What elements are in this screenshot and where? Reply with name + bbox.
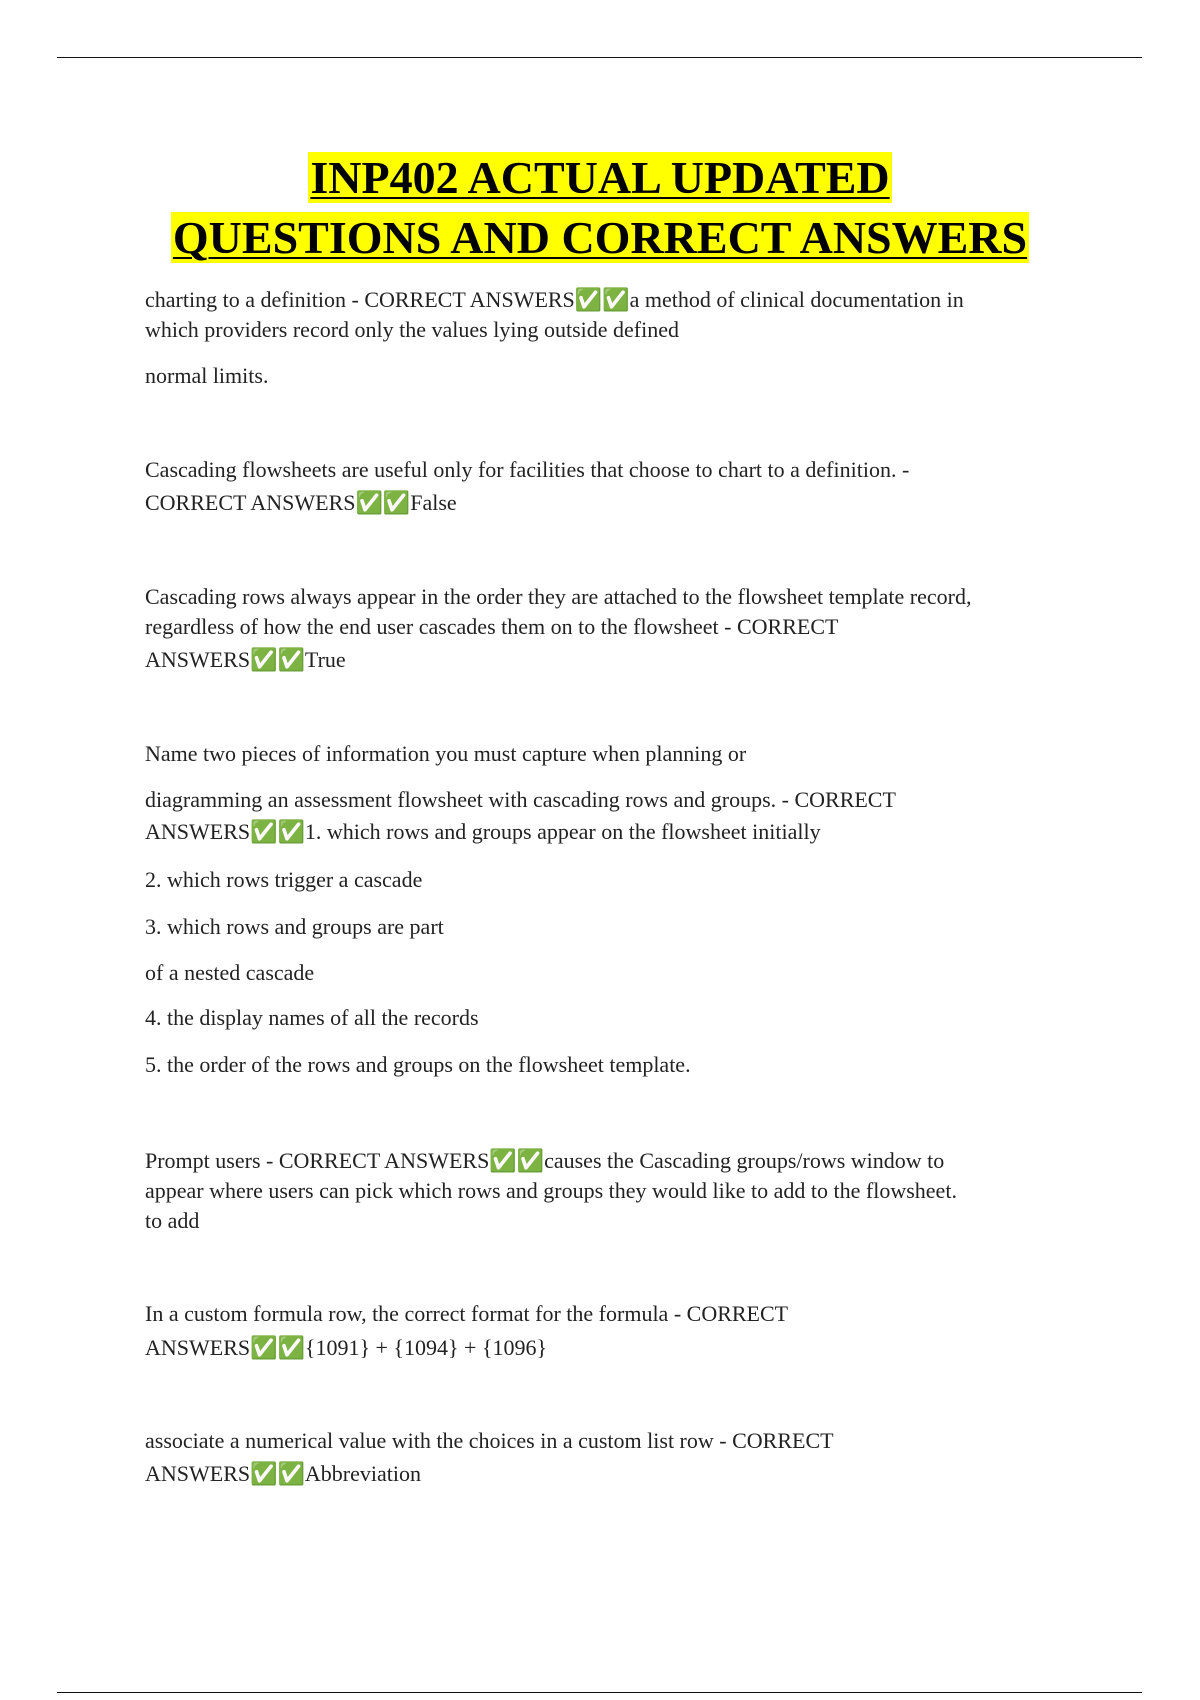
qa-4-line-7: 4. the display names of all the records: [145, 1005, 479, 1030]
qa-1-line-1: charting to a definition - CORRECT ANSWERS✅✅a method of clinical documentation in: [145, 287, 964, 312]
qa-5-line-1: Prompt users - CORRECT ANSWERS✅✅causes the Cascading groups/rows window to: [145, 1148, 945, 1173]
qa-1-line-2: which providers record only the values lying outside defined: [145, 317, 679, 342]
qa-5-line-2: appear where users can pick which rows and groups they would like to add to the flowsheet.: [145, 1178, 957, 1203]
qa-4-line-3: ANSWERS✅✅1. which rows and groups appear on the flowsheet initially: [145, 819, 821, 844]
qa-4-line-8: 5. the order of the rows and groups on the flowsheet template.: [145, 1052, 691, 1077]
qa-2-line-2: CORRECT ANSWERS✅✅False: [145, 490, 457, 515]
qa-7-line-2: ANSWERS✅✅Abbreviation: [145, 1461, 421, 1486]
qa-1-line-3: normal limits.: [145, 363, 269, 388]
qa-3-line-2: regardless of how the end user cascades them on to the flowsheet - CORRECT: [145, 614, 839, 639]
qa-6-line-1: In a custom formula row, the correct format for the formula - CORRECT: [145, 1301, 789, 1326]
title-line-1: INP402 ACTUAL UPDATED: [310, 152, 890, 203]
qa-4-line-4: 2. which rows trigger a cascade: [145, 867, 423, 892]
qa-7-line-1: associate a numerical value with the choices in a custom list row - CORRECT: [145, 1428, 834, 1453]
qa-5-line-3: to add: [145, 1208, 200, 1233]
top-rule: [57, 57, 1142, 58]
qa-4-line-2: diagramming an assessment flowsheet with cascading rows and groups. - CORRECT: [145, 787, 896, 812]
qa-3-line-3: ANSWERS✅✅True: [145, 647, 346, 672]
qa-4-line-5: 3. which rows and groups are part: [145, 914, 444, 939]
title-line-2: QUESTIONS AND CORRECT ANSWERS: [172, 212, 1028, 263]
qa-4-line-1: Name two pieces of information you must capture when planning or: [145, 741, 747, 766]
qa-4-line-6: of a nested cascade: [145, 960, 315, 985]
document-title: [100, 148, 1100, 268]
bottom-rule: [57, 1692, 1142, 1693]
qa-3-line-1: Cascading rows always appear in the order they are attached to the flowsheet template record,: [145, 584, 972, 609]
qa-6-line-2: ANSWERS✅✅{1091} + {1094} + {1096}: [145, 1335, 548, 1360]
qa-2-line-1: Cascading flowsheets are useful only for facilities that choose to chart to a definition. -: [145, 457, 910, 482]
